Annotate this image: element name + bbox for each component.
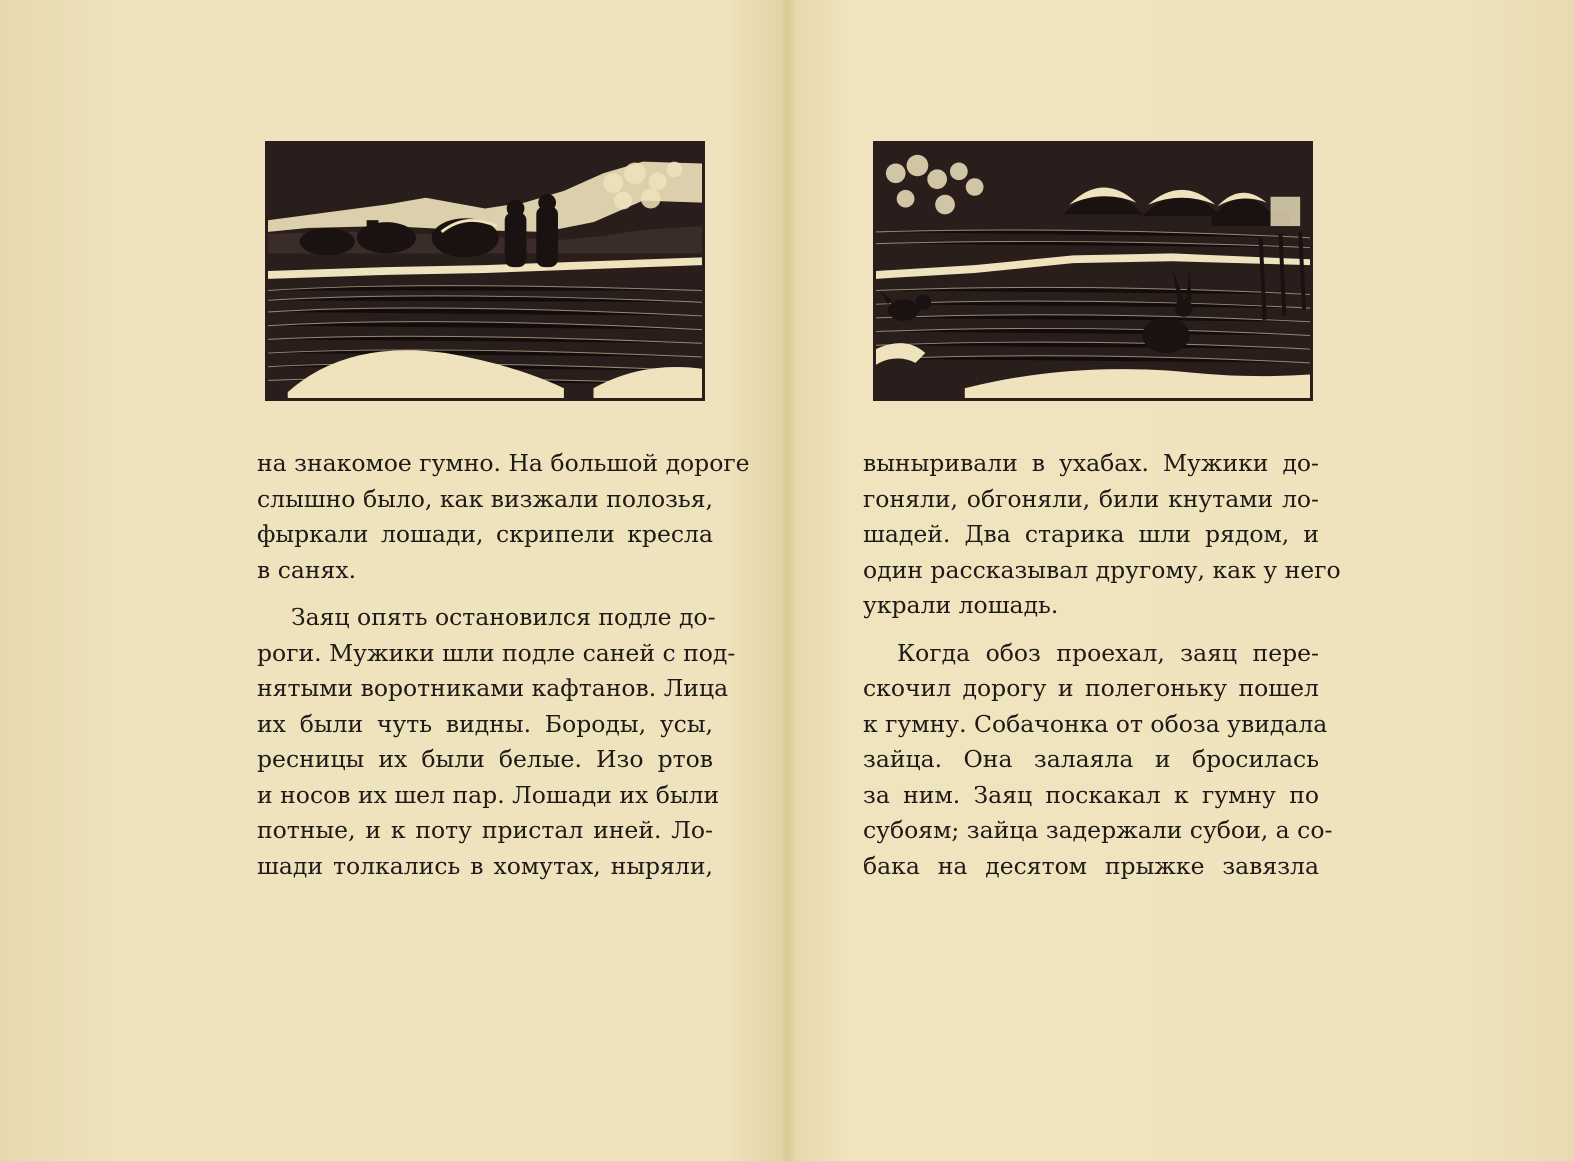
text-line: гоняли, обгоняли, били кнутами ло-	[863, 484, 1319, 513]
text-line: к гумну. Собачонка от обоза увидала	[863, 709, 1328, 738]
paragraph	[863, 636, 1333, 885]
sleigh-scene-image	[268, 144, 702, 398]
left-page-text	[257, 446, 750, 884]
text-line: скочил дорогу и полегоньку пошел	[863, 674, 1319, 702]
text-line: и носов их шел пар. Лошади их были	[257, 780, 720, 809]
text-line: зайца. Она залаяла и бросилась	[863, 745, 1319, 773]
text-line: нятыми воротниками кафтанов. Лица	[257, 674, 729, 702]
text-line: потные, и к поту пристал иней. Ло-	[257, 816, 713, 844]
text-line: украли лошадь.	[863, 591, 1059, 619]
text-line: субоям; зайца задержали субои, а со-	[863, 816, 1333, 844]
text-line: Когда обоз проехал, заяц пере-	[897, 638, 1319, 667]
woodcut-sleigh-illustration	[265, 141, 705, 401]
hare-scene-image	[876, 144, 1310, 398]
text-line: на знакомое гумно. На большой дороге	[257, 449, 750, 477]
paragraph	[257, 600, 736, 884]
text-line: Заяц опять остановился подле до-	[291, 603, 716, 631]
text-line: в санях.	[257, 555, 357, 584]
paragraph	[863, 446, 1341, 624]
text-line: за ним. Заяц поскакал к гумну по	[863, 780, 1319, 809]
text-line: бака на десятом прыжке завязла	[863, 851, 1319, 880]
text-line: выныривали в ухабах. Мужики до-	[863, 449, 1319, 477]
text-line: один рассказывал другому, как у него	[863, 555, 1341, 584]
text-line: роги. Мужики шли подле саней с под-	[257, 638, 736, 667]
woodcut-hare-illustration	[873, 141, 1313, 401]
right-page-text	[863, 446, 1341, 884]
text-line: шадей. Два старика шли рядом, и	[863, 520, 1319, 548]
right-page	[787, 0, 1574, 1161]
text-line: их были чуть видны. Бороды, усы,	[257, 709, 713, 738]
text-line: фыркали лошади, скрипели кресла	[257, 520, 713, 548]
text-line: ресницы их были белые. Изо ртов	[257, 745, 713, 773]
text-line: слышно было, как визжали полозья,	[257, 484, 713, 513]
paragraph	[257, 446, 750, 588]
text-line: шади толкались в хомутах, ныряли,	[257, 851, 713, 880]
